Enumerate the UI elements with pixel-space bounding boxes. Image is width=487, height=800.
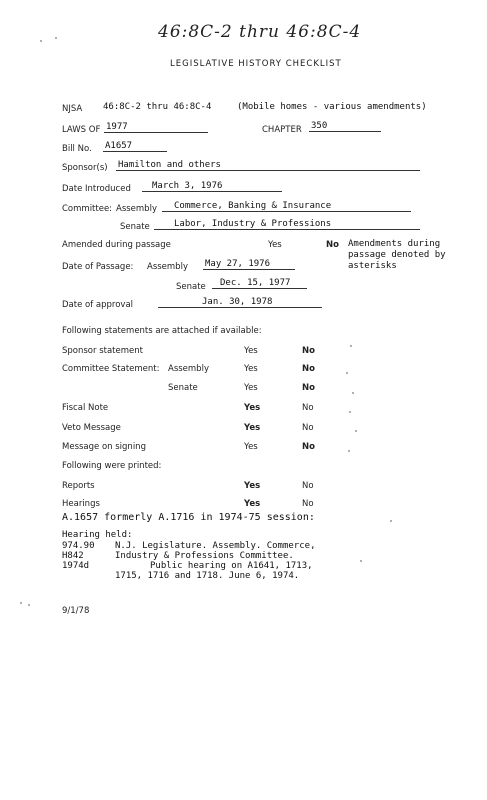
- attached-row-yes: Yes: [244, 364, 258, 374]
- laws-of-value: 1977: [104, 122, 208, 133]
- chapter-label: CHAPTER: [262, 125, 302, 135]
- sponsors-value: Hamilton and others: [116, 160, 420, 171]
- printed-row-yes: Yes: [244, 499, 261, 509]
- attached-row-sub: Senate: [168, 383, 198, 393]
- hearing-line: 1715, 1716 and 1718. June 6, 1974.: [115, 571, 300, 581]
- committee-assembly-value: Commerce, Banking & Insurance: [162, 201, 411, 212]
- call-number-line: H842: [62, 551, 84, 561]
- date-introduced-label: Date Introduced: [62, 184, 131, 194]
- formerly-note: A.1657 formerly A.1716 in 1974-75 session:: [62, 512, 315, 523]
- bill-no-label: Bill No.: [62, 144, 92, 154]
- attached-row-label: Veto Message: [62, 423, 121, 433]
- sponsors-label: Sponsor(s): [62, 163, 108, 173]
- hearing-line: Public hearing on A1641, 1713,: [150, 561, 313, 571]
- attached-row-label: Message on signing: [62, 442, 146, 452]
- page-title: LEGISLATIVE HISTORY CHECKLIST: [170, 59, 342, 69]
- attached-row-no: No: [302, 403, 314, 413]
- call-number-line: 974.90: [62, 541, 95, 551]
- attached-row-yes: Yes: [244, 346, 258, 356]
- printed-row-yes: Yes: [244, 481, 261, 491]
- amended-label: Amended during passage: [62, 240, 171, 250]
- attached-row-yes: Yes: [244, 442, 258, 452]
- passage-assembly-value: May 27, 1976: [203, 259, 295, 270]
- hearing-line: N.J. Legislature. Assembly. Commerce,: [115, 541, 316, 551]
- attached-row-no: No: [302, 346, 315, 356]
- attached-row-no: No: [302, 442, 315, 452]
- amended-note: Amendments during passage denoted by asterisks: [348, 239, 446, 271]
- attached-row-label: Committee Statement:: [62, 364, 160, 374]
- committee-senate-value: Labor, Industry & Professions: [154, 219, 420, 230]
- amended-yes: Yes: [268, 240, 282, 250]
- footer-date: 9/1/78: [62, 606, 90, 616]
- attached-row-yes: Yes: [244, 423, 261, 433]
- attached-row-sub: Assembly: [168, 364, 209, 374]
- attached-row-label: Fiscal Note: [62, 403, 109, 413]
- printed-row-label: Hearings: [62, 499, 100, 509]
- njsa-label: NJSA: [62, 104, 83, 114]
- handwritten-header: 46:8C-2 thru 46:8C-4: [158, 22, 362, 42]
- hearing-heading: Hearing held:: [62, 530, 133, 540]
- approval-value: Jan. 30, 1978: [158, 297, 322, 308]
- attached-row-no: No: [302, 383, 315, 393]
- attached-heading: Following statements are attached if available:: [62, 326, 262, 336]
- attached-row-yes: Yes: [244, 403, 261, 413]
- passage-assembly-label: Assembly: [147, 262, 188, 272]
- passage-senate-label: Senate: [176, 282, 206, 292]
- printed-row-no: No: [302, 499, 314, 509]
- printed-row-label: Reports: [62, 481, 95, 491]
- attached-row-no: No: [302, 364, 315, 374]
- chapter-value: 350: [309, 121, 381, 132]
- approval-label: Date of approval: [62, 300, 134, 310]
- printed-row-no: No: [302, 481, 314, 491]
- njsa-value: 46:8C-2 thru 46:8C-4: [103, 102, 212, 112]
- committee-senate-label: Senate: [120, 222, 150, 232]
- laws-of-label: LAWS OF: [62, 125, 101, 135]
- attached-row-label: Sponsor statement: [62, 346, 143, 356]
- attached-row-no: No: [302, 423, 314, 433]
- attached-row-yes: Yes: [244, 383, 258, 393]
- printed-heading: Following were printed:: [62, 461, 162, 471]
- passage-senate-value: Dec. 15, 1977: [212, 278, 307, 289]
- committee-assembly-label: Assembly: [116, 204, 157, 214]
- call-number-line: 1974d: [62, 561, 90, 571]
- passage-label: Date of Passage:: [62, 262, 134, 272]
- date-introduced-value: March 3, 1976: [142, 181, 282, 192]
- njsa-description: (Mobile homes - various amendments): [237, 102, 427, 112]
- hearing-line: Industry & Professions Committee.: [115, 551, 294, 561]
- amended-no: No: [326, 240, 339, 250]
- bill-no-value: A1657: [103, 141, 167, 152]
- committee-label: Committee:: [62, 204, 113, 214]
